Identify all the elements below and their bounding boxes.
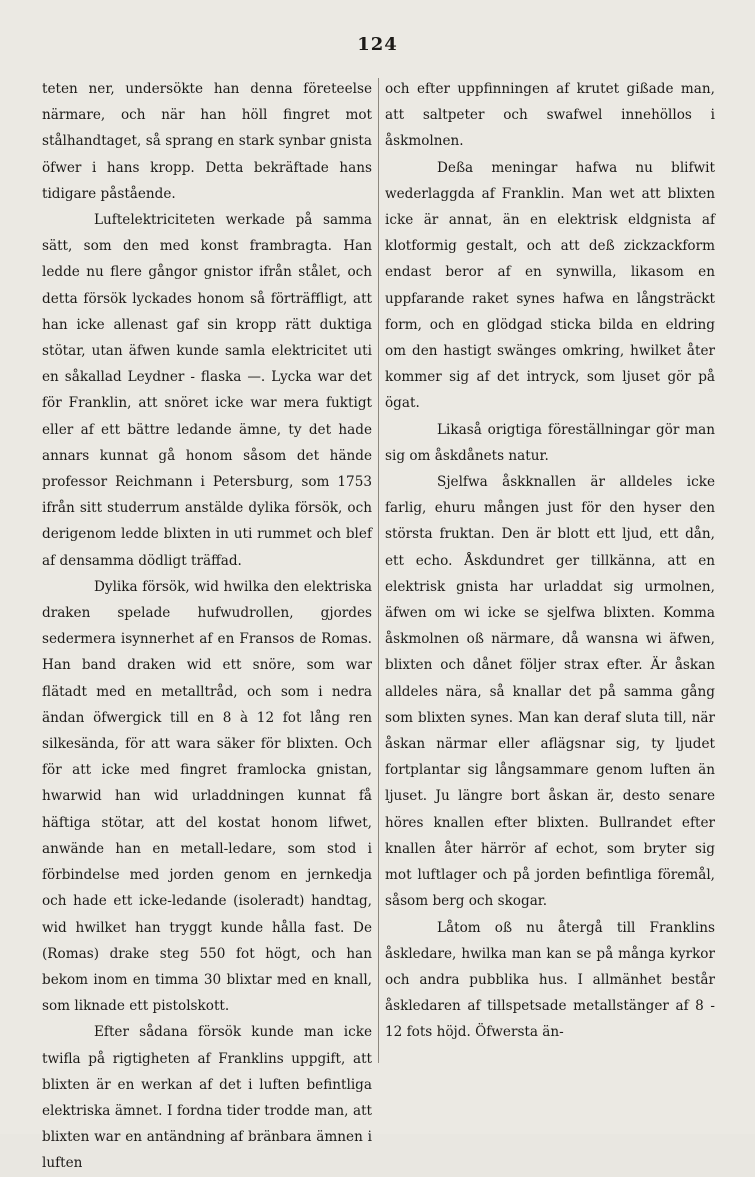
paragraph: och efter uppfinningen af krutet gißade man, att saltpeter och swafwel innehöllos i åskmolnen.	[385, 81, 715, 150]
paragraph: Dylika försök, wid hwilka den elektriska draken spelade hufwudrollen, gjordes sedermera isynnerhet af en Fransos de Romas. Han band draken wid ett snöre, som war flätadt med en metalltråd, och som i nedra ändan öfwergick till en 8 à 12 fot lång ren silkesända, för att wara säker för blixten. Och för att icke med fingret framlocka gnistan, hwarwid han wid urladdningen kunnat få häftiga stötar, att del kostat honom lifwet, anwände han en metall-ledare, som stod i förbindelse med jorden genom en jernkedja och hade ett icke-ledande (isoleradt) handtag, wid hwilket han tryggt kunde hålla fast. De (Romas) drake steg 550 fot högt, och han bekom inom en timma 30 blixtar med en knall, som liknade ett pistolskott.	[42, 578, 372, 1015]
paragraph: Sjelfwa åskknallen är alldeles icke farlig, ehuru mången just för den hyser den största fruktan. Den är blott ett ljud, ett dån, ett echo. Åskdundret ger tillkänna, att en elektrisk gnista har urladdat sig urmolnen, äfwen om wi icke se sjelfwa blixten. Komma åskmolnen oß närmare, då wansna wi äfwen, blixten och dånet följer strax efter. Är åskan alldeles nära, så knallar det på samma gång som blixten synes. Man kan deraf sluta till, när åskan närmar eller aflägsnar sig, ty ljudet fortplantar sig långsammare genom luften än ljuset. Ju längre bort åskan är, desto senare höres knallen efter blixten. Bullrandet efter knallen åter härrör af echot, som bryter sig mot luftlager och på jorden befintliga föremål, såsom berg och skogar.	[385, 474, 715, 910]
paragraph: Efter sådana försök kunde man icke twifla på rigtigheten af Franklins uppgift, att blixten är en werkan af det i luften befintliga elektriska ämnet. I fordna tider trodde man, att blixten war en antändning af bränbara ämnen i luften	[42, 1024, 372, 1172]
paragraph: Deßa meningar hafwa nu blifwit wederlaggda af Franklin. Man wet att blixten icke är annat, än en elektrisk eldgnista af klotformig gestalt, och att deß zickzackform endast beror af en synwilla, likasom en uppfarande raket synes hafwa en långsträckt form, och en glödgad sticka bilda en eldring om den hastigt swänges omkring, hwilket åter kommer sig af det intryck, som ljuset gör på ögat.	[385, 159, 715, 412]
paragraph: Låtom oß nu återgå till Franklins åskledare, hwilka man kan se på många kyrkor och andra pubblika hus. I allmänhet består åskledaren af tillspetsade metallstänger af 8 - 12 fots höjd. Öfwersta än-	[385, 919, 715, 1041]
paragraph: Luftelektriciteten werkade på samma sätt, som den med konst frambragta. Han ledde nu flere gångor gnistor ifrån stålet, och detta försök lyckades honom så förträffligt, att han icke allenast gaf sin kropp rätt duktiga stötar, utan äfwen kunde samla elektricitet uti en såkallad Leydner - flaska —. Lycka war det för Franklin, att snöret icke war mera fuktigt eller af ett bättre ledande ämne, ty det hade annars kunnat gå honom såsom det hände professor Reichmann i Petersburg, som 1753 ifrån sitt studerrum anstälde dylika försök, och derigenom ledde blixten in uti rummet och blef af densamma dödligt träffad.	[42, 212, 372, 569]
column-divider	[378, 78, 379, 1063]
paragraph: teten ner, undersökte han denna företeelse närmare, och när han höll fingret mot stålhandtaget, så sprang en stark synbar gnista öfwer i hans kropp. Detta bekräftade hans tidigare påstående.	[42, 81, 372, 202]
right-column	[385, 76, 715, 1046]
left-column	[42, 76, 372, 1177]
page-number: 124	[357, 34, 398, 55]
paragraph: Likaså origtiga föreställningar gör man sig om åskdånets natur.	[385, 421, 715, 464]
